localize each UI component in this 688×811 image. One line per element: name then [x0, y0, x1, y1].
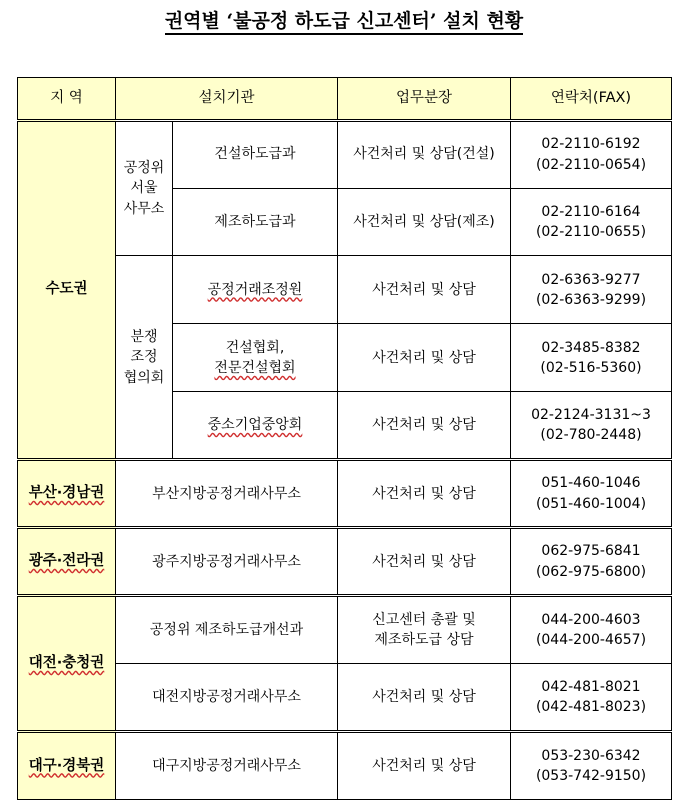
institution-cell: 제조하도급과: [173, 188, 338, 256]
region-sudogwon: 수도권: [18, 120, 116, 460]
contact-cell: 02-2110-6164 (02-2110-0655): [511, 188, 672, 256]
table-row: [18, 460, 672, 528]
table-row: [18, 256, 672, 324]
contact-cell: 051-460-1046 (051-460-1004): [511, 460, 672, 528]
table-row: [18, 732, 672, 800]
header-row: [18, 78, 672, 121]
institution-cell: 건설하도급과: [173, 120, 338, 188]
header-region: 지 역: [18, 78, 116, 121]
region-daegu: 대구·경북권: [18, 732, 116, 800]
region-daejeon: 대전·충청권: [18, 596, 116, 732]
task-cell: 사건처리 및 상담: [338, 324, 511, 392]
contact-cell: 02-6363-9277 (02-6363-9299): [511, 256, 672, 324]
institution-cell: 중소기업중앙회: [173, 392, 338, 460]
task-cell: 사건처리 및 상담: [338, 732, 511, 800]
group-ftc-seoul: 공정위 서울 사무소: [116, 120, 173, 256]
institution-cell: 건설협회, 전문건설협회: [173, 324, 338, 392]
table-row: [18, 120, 672, 188]
contact-cell: 044-200-4603 (044-200-4657): [511, 596, 672, 664]
task-cell: 사건처리 및 상담: [338, 256, 511, 324]
institution-cell: 공정거래조정원: [173, 256, 338, 324]
institution-cell: 대전지방공정거래사무소: [116, 664, 338, 732]
header-contact: 연락처(FAX): [511, 78, 672, 121]
contact-cell: 042-481-8021 (042-481-8023): [511, 664, 672, 732]
group-mediation: 분쟁 조정 협의회: [116, 256, 173, 460]
task-cell: 신고센터 총괄 및 제조하도급 상담: [338, 596, 511, 664]
task-cell: 사건처리 및 상담: [338, 460, 511, 528]
contact-cell: 062-975-6841 (062-975-6800): [511, 528, 672, 596]
institution-cell: 공정위 제조하도급개선과: [116, 596, 338, 664]
table-row: [18, 528, 672, 596]
institution-cell: 부산지방공정거래사무소: [116, 460, 338, 528]
task-cell: 사건처리 및 상담: [338, 392, 511, 460]
institution-cell: 광주지방공정거래사무소: [116, 528, 338, 596]
task-cell: 사건처리 및 상담(건설): [338, 120, 511, 188]
report-center-table: [17, 77, 672, 800]
task-cell: 사건처리 및 상담: [338, 664, 511, 732]
table-row: [18, 596, 672, 664]
contact-cell: 02-2110-6192 (02-2110-0654): [511, 120, 672, 188]
table-row: [18, 664, 672, 732]
header-task: 업무분장: [338, 78, 511, 121]
task-cell: 사건처리 및 상담: [338, 528, 511, 596]
contact-cell: 02-2124-3131~3 (02-780-2448): [511, 392, 672, 460]
region-busan: 부산·경남권: [18, 460, 116, 528]
task-cell: 사건처리 및 상담(제조): [338, 188, 511, 256]
header-institution: 설치기관: [116, 78, 338, 121]
page-title: 권역별 ‘불공정 하도급 신고센터’ 설치 현황: [0, 6, 688, 33]
contact-cell: 053-230-6342 (053-742-9150): [511, 732, 672, 800]
region-gwangju: 광주·전라권: [18, 528, 116, 596]
contact-cell: 02-3485-8382 (02-516-5360): [511, 324, 672, 392]
institution-cell: 대구지방공정거래사무소: [116, 732, 338, 800]
